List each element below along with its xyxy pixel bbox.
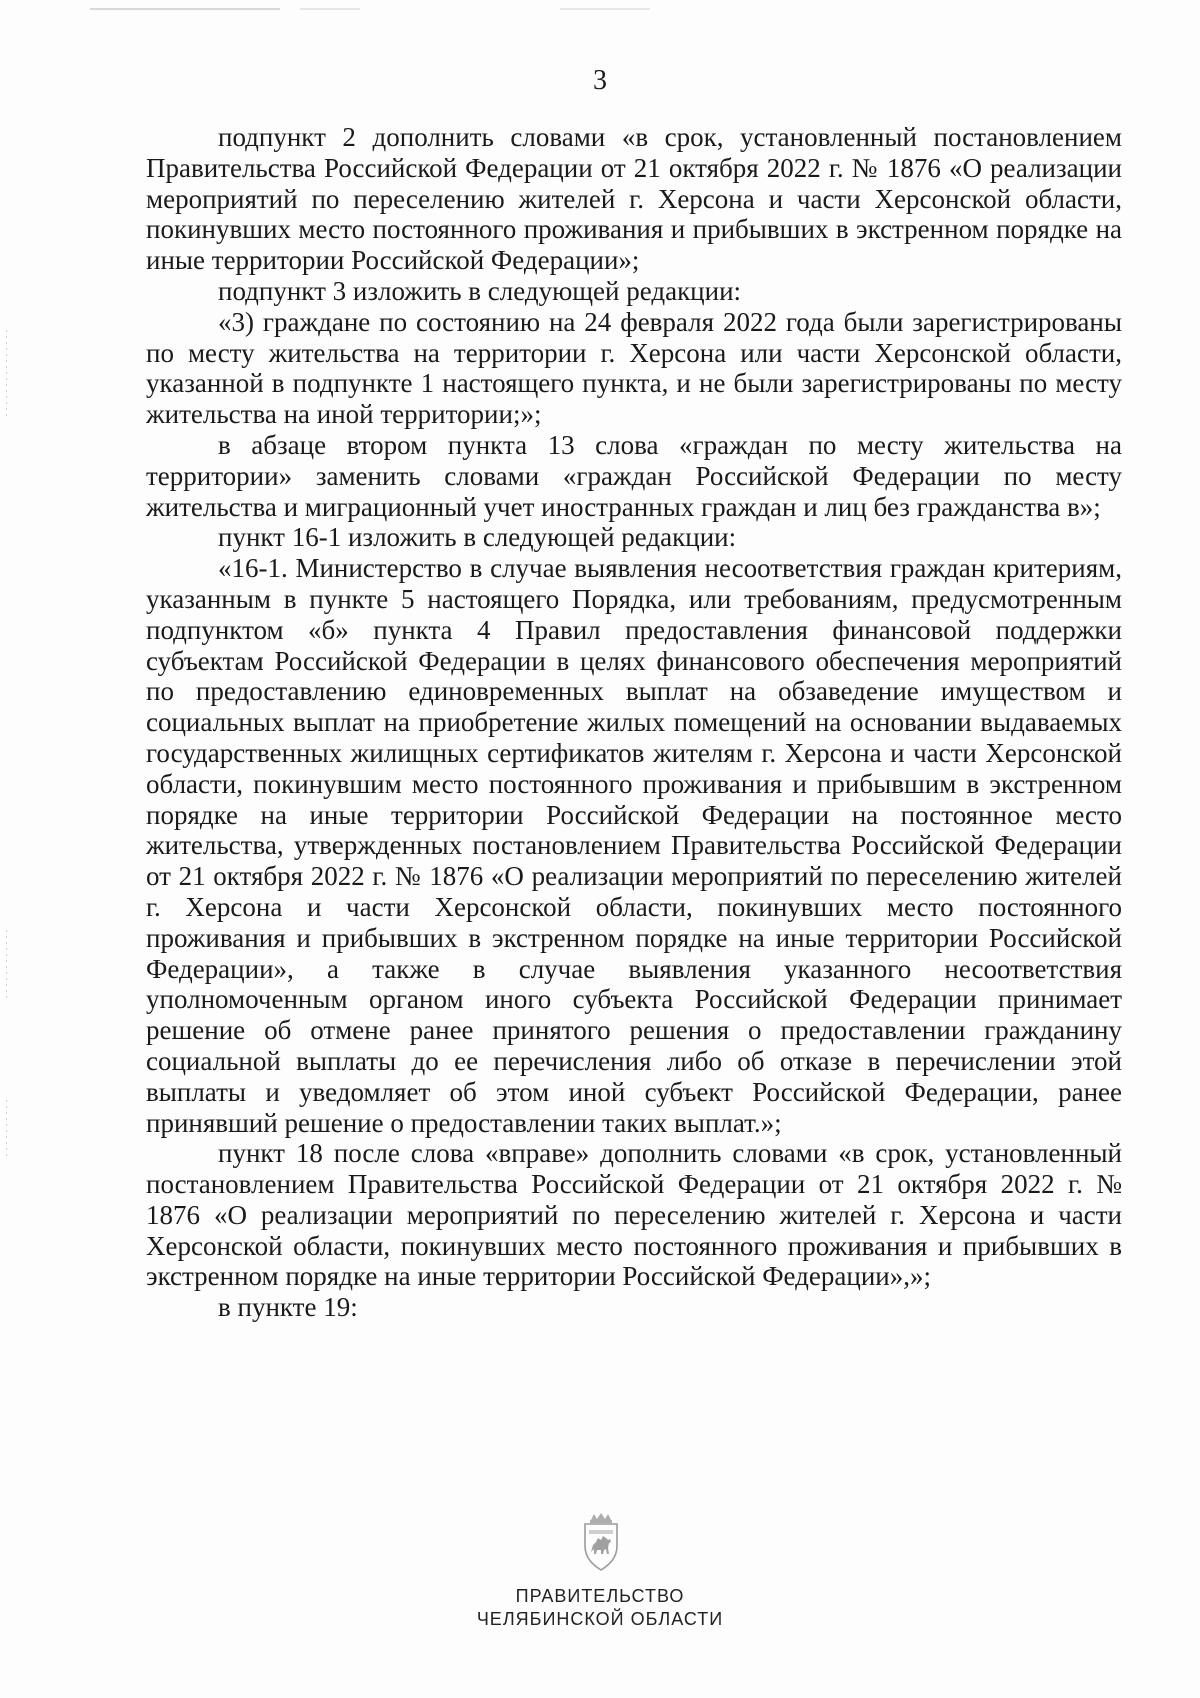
scan-artifact — [300, 8, 360, 10]
paragraph: подпункт 3 изложить в следующей редакции: — [218, 275, 742, 306]
scan-artifact — [90, 8, 280, 10]
scan-artifact — [6, 930, 7, 1000]
scan-artifact — [6, 330, 7, 420]
paragraph: пункт 16-1 изложить в следующей редакции: — [218, 522, 737, 553]
page-number: 3 — [593, 65, 607, 96]
scan-artifact — [560, 8, 650, 10]
document-body — [146, 122, 1122, 1323]
stamp-organization-line1: ПРАВИТЕЛЬСТВО — [515, 1586, 685, 1606]
scan-artifact — [6, 1100, 7, 1160]
paragraph: подпункт 2 дополнить словами «в срок, установленный постановлением Правительства Российской Федерации от 21 октября 2022 г. № 1876 «О реализации мероприятий по переселению жителей г. Херсона и части Херсонской области, покинувших место постоянного проживания и прибывших в экстренном порядке на иные территории Российской Федерации»; — [146, 122, 1122, 276]
chelyabinsk-coat-of-arms-icon — [577, 1512, 625, 1572]
paragraph: в пункте 19: — [218, 1292, 358, 1323]
paragraph: «3) граждане по состоянию на 24 февраля 2022 года были зарегистрированы по месту жительства на территории г. Херсона или части Херсонской области, указанной в подпункте 1 настоящего пункта, и не были зарегистрированы по месту жительства на иной территории;»; — [146, 306, 1122, 430]
paragraph: пункт 18 после слова «вправе» дополнить словами «в срок, установленный постановлением Правительства Российской Федерации от 21 октября 2022 г. № 1876 «О реализации мероприятий по переселению жителей г. Херсона и части Херсонской области, покинувших место постоянного проживания и прибывших в экстренном порядке на иные территории Российской Федерации»,»; — [146, 1138, 1122, 1292]
paragraph: в абзаце втором пункта 13 слова «граждан по месту жительства на территории» заменить словами «граждан Российской Федерации по месту жительства и миграционный учет иностранных граждан и лиц без гражданства в»; — [146, 429, 1122, 522]
paragraph: «16-1. Министерство в случае выявления несоответствия граждан критериям, указанным в пункте 5 настоящего Порядка, или требованиям, предусмотренным подпунктом «б» пункта 4 Правил предоставления финансовой поддержки субъектам Российской Федерации в целях финансового обеспечения мероприятий по предоставлению единовременных выплат на обзаведение имуществом и социальных выплат на приобретение жилых помещений на основании выдаваемых государственных жилищных сертификатов жителям г. Херсона и части Херсонской области, покинувшим место постоянного проживания и прибывшим в экстренном порядке на иные территории Российской Федерации на постоянное место жительства, утвержденных постановлением Правительства Российской Федерации от 21 октября 2022 г. № 1876 «О реализации мероприятий по переселению жителей г. Херсона и части Херсонской области, покинувших место постоянного проживания и прибывших в экстренном порядке на иные территории Российской Федерации», а также в случае выявления указанного несоответствия уполномоченным органом иного субъекта Российской Федерации принимает решение об отмене ранее принятого решения о предоставлении гражданину социальной выплаты до ее перечисления либо об отказе в перечислении этой выплаты и уведомляет об этом иной субъект Российской Федерации, ранее принявший решение о предоставлении таких выплат.»; — [146, 553, 1122, 1138]
stamp-organization-line2: ЧЕЛЯБИНСКОЙ ОБЛАСТИ — [476, 1609, 724, 1629]
